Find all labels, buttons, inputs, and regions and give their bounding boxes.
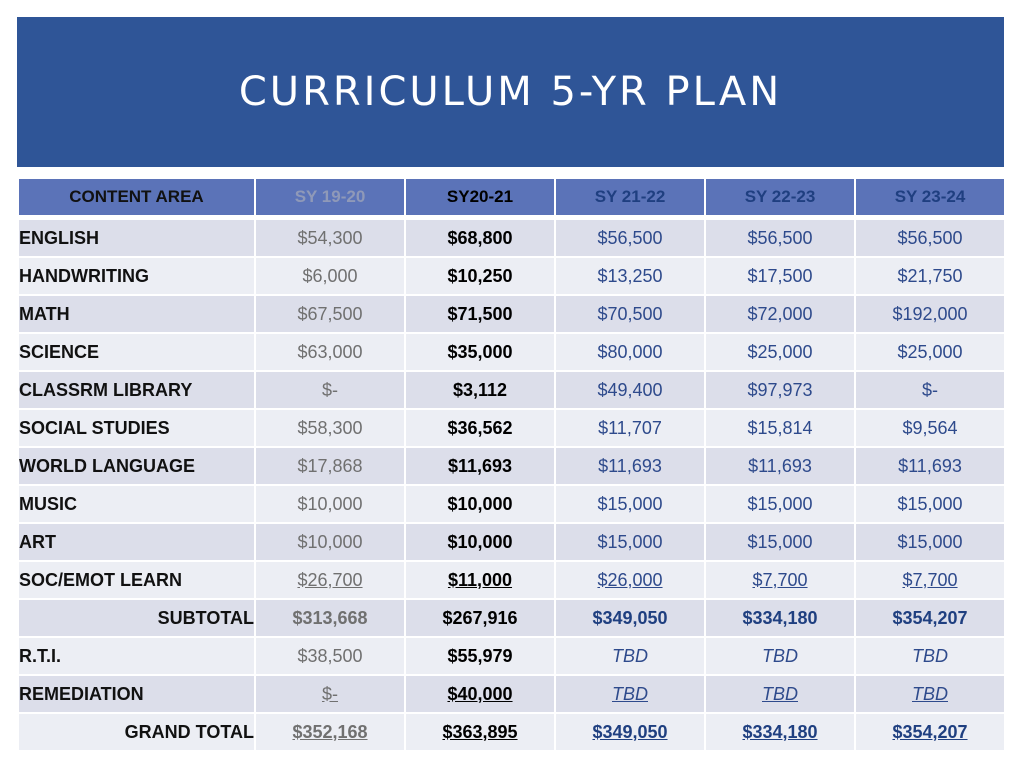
- row-label: R.T.I.: [19, 636, 254, 674]
- cell-value: $21,750: [856, 256, 1004, 294]
- cell-value: $7,700: [856, 560, 1004, 598]
- cell-value: $55,979: [406, 636, 554, 674]
- cell-value: $15,000: [706, 484, 854, 522]
- table-row: [19, 712, 1004, 750]
- cell-value: $6,000: [256, 256, 404, 294]
- row-label: SOC/EMOT LEARN: [19, 560, 254, 598]
- row-label: SUBTOTAL: [19, 598, 254, 636]
- cell-value: $25,000: [856, 332, 1004, 370]
- cell-value: $58,300: [256, 408, 404, 446]
- row-label: HANDWRITING: [19, 256, 254, 294]
- cell-value: $10,250: [406, 256, 554, 294]
- table-row: [19, 446, 1004, 484]
- table-row: [19, 256, 1004, 294]
- slide-title: CURRICULUM 5-YR PLAN: [238, 69, 783, 115]
- cell-value: $15,814: [706, 408, 854, 446]
- cell-value: $-: [256, 370, 404, 408]
- header-sy-22-23: SY 22-23: [706, 179, 854, 218]
- cell-value: $13,250: [556, 256, 704, 294]
- table-row: [19, 598, 1004, 636]
- cell-value: $354,207: [856, 712, 1004, 750]
- table-row: [19, 522, 1004, 560]
- cell-value: $40,000: [406, 674, 554, 712]
- row-label: SOCIAL STUDIES: [19, 408, 254, 446]
- cell-value: $56,500: [856, 218, 1004, 256]
- cell-value: $11,693: [406, 446, 554, 484]
- table-row: [19, 484, 1004, 522]
- header-sy-20-21: SY20-21: [406, 179, 554, 218]
- cell-value: $192,000: [856, 294, 1004, 332]
- row-label: GRAND TOTAL: [19, 712, 254, 750]
- cell-value: $349,050: [556, 598, 704, 636]
- cell-value: $15,000: [856, 522, 1004, 560]
- cell-value: $9,564: [856, 408, 1004, 446]
- cell-value: TBD: [856, 674, 1004, 712]
- table-row: [19, 332, 1004, 370]
- cell-value: $49,400: [556, 370, 704, 408]
- cell-value: $15,000: [856, 484, 1004, 522]
- cell-value: $56,500: [556, 218, 704, 256]
- cell-value: $35,000: [406, 332, 554, 370]
- cell-value: $334,180: [706, 598, 854, 636]
- cell-value: $26,000: [556, 560, 704, 598]
- cell-value: $63,000: [256, 332, 404, 370]
- row-label: ART: [19, 522, 254, 560]
- cell-value: $-: [856, 370, 1004, 408]
- row-label: CLASSRM LIBRARY: [19, 370, 254, 408]
- table-row: [19, 294, 1004, 332]
- cell-value: $70,500: [556, 294, 704, 332]
- cell-value: $72,000: [706, 294, 854, 332]
- cell-value: $267,916: [406, 598, 554, 636]
- row-label: MATH: [19, 294, 254, 332]
- cell-value: $17,868: [256, 446, 404, 484]
- cell-value: $80,000: [556, 332, 704, 370]
- cell-value: $11,693: [556, 446, 704, 484]
- cell-value: $7,700: [706, 560, 854, 598]
- cell-value: $-: [256, 674, 404, 712]
- cell-value: $26,700: [256, 560, 404, 598]
- header-row: [19, 179, 1004, 218]
- cell-value: $15,000: [706, 522, 854, 560]
- cell-value: TBD: [556, 636, 704, 674]
- cell-value: $10,000: [406, 522, 554, 560]
- cell-value: TBD: [556, 674, 704, 712]
- cell-value: $11,693: [856, 446, 1004, 484]
- row-label: ENGLISH: [19, 218, 254, 256]
- cell-value: $56,500: [706, 218, 854, 256]
- header-sy-21-22: SY 21-22: [556, 179, 704, 218]
- budget-table: [17, 179, 1006, 750]
- row-label: REMEDIATION: [19, 674, 254, 712]
- row-label: MUSIC: [19, 484, 254, 522]
- cell-value: $54,300: [256, 218, 404, 256]
- cell-value: TBD: [856, 636, 1004, 674]
- row-label: WORLD LANGUAGE: [19, 446, 254, 484]
- table-row: [19, 674, 1004, 712]
- header-sy-19-20: SY 19-20: [256, 179, 404, 218]
- cell-value: $25,000: [706, 332, 854, 370]
- cell-value: $354,207: [856, 598, 1004, 636]
- cell-value: $349,050: [556, 712, 704, 750]
- cell-value: $363,895: [406, 712, 554, 750]
- table-row: [19, 560, 1004, 598]
- cell-value: $10,000: [256, 522, 404, 560]
- table-row: [19, 370, 1004, 408]
- cell-value: $11,693: [706, 446, 854, 484]
- table-row: [19, 636, 1004, 674]
- cell-value: $334,180: [706, 712, 854, 750]
- header-sy-23-24: SY 23-24: [856, 179, 1004, 218]
- cell-value: $11,707: [556, 408, 704, 446]
- table-row: [19, 218, 1004, 256]
- cell-value: $352,168: [256, 712, 404, 750]
- cell-value: $67,500: [256, 294, 404, 332]
- cell-value: $15,000: [556, 522, 704, 560]
- cell-value: $68,800: [406, 218, 554, 256]
- cell-value: $313,668: [256, 598, 404, 636]
- cell-value: $3,112: [406, 370, 554, 408]
- header-content-area: CONTENT AREA: [19, 179, 254, 218]
- cell-value: $97,973: [706, 370, 854, 408]
- cell-value: $11,000: [406, 560, 554, 598]
- cell-value: $71,500: [406, 294, 554, 332]
- cell-value: $17,500: [706, 256, 854, 294]
- cell-value: $38,500: [256, 636, 404, 674]
- title-banner: [17, 17, 1004, 167]
- cell-value: $10,000: [406, 484, 554, 522]
- cell-value: TBD: [706, 636, 854, 674]
- cell-value: $36,562: [406, 408, 554, 446]
- row-label: SCIENCE: [19, 332, 254, 370]
- cell-value: $15,000: [556, 484, 704, 522]
- cell-value: $10,000: [256, 484, 404, 522]
- cell-value: TBD: [706, 674, 854, 712]
- table-row: [19, 408, 1004, 446]
